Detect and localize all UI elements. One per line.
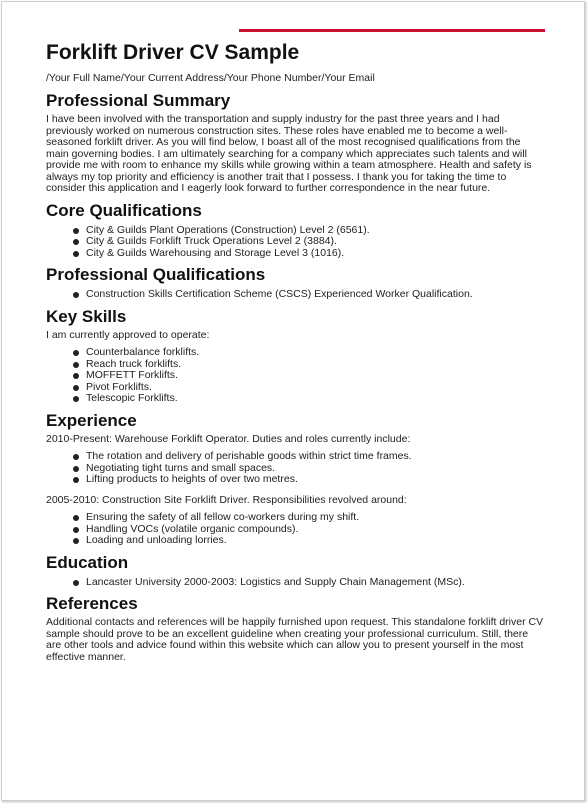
page-title: Forklift Driver CV Sample xyxy=(46,41,300,64)
contact-line: /Your Full Name/Your Current Address/Your Phone Number/Your Email xyxy=(46,72,375,84)
professional-qualifications-list xyxy=(46,289,546,301)
key-skills-intro: I am currently approved to operate: xyxy=(46,328,210,341)
core-qualifications-list xyxy=(46,225,546,260)
references-section xyxy=(46,593,546,663)
core-qualifications-section xyxy=(46,200,546,260)
summary-heading: Professional Summary xyxy=(46,91,231,110)
list-item: Lifting products to heights of over two metres. xyxy=(46,474,546,486)
job-duties-list xyxy=(46,512,546,547)
list-item: Negotiating tight turns and small spaces. xyxy=(46,463,546,475)
key-skills-heading: Key Skills xyxy=(46,306,127,326)
list-item: The rotation and delivery of perishable goods within strict time frames. xyxy=(46,451,546,463)
list-item: Handling VOCs (volatile organic compounds). xyxy=(46,524,546,536)
cv-content xyxy=(46,39,546,663)
education-list xyxy=(46,577,546,589)
job-intro: 2010-Present: Warehouse Forklift Operator. Duties and roles currently include: xyxy=(46,432,411,445)
list-item: City & Guilds Plant Operations (Construction) Level 2 (6561). xyxy=(46,225,546,237)
cv-page xyxy=(1,1,585,801)
list-item: Counterbalance forklifts. xyxy=(46,347,546,359)
professional-qualifications-section xyxy=(46,264,546,301)
list-item: Reach truck forklifts. xyxy=(46,359,546,371)
list-item: Telescopic Forklifts. xyxy=(46,393,546,405)
references-heading: References xyxy=(46,594,138,613)
title-accent-bar xyxy=(239,29,545,32)
references-text: Additional contacts and references will be happily furnished upon request. This standalone forklift driver CV sample should prove to be an excellent guideline when creating your professional curriculum. Still, there are other tools and advice found within this website which can allow you to present yourself in the most effective manner. xyxy=(46,616,544,663)
list-item: Loading and unloading lorries. xyxy=(46,535,546,547)
professional-qualifications-heading: Professional Qualifications xyxy=(46,265,266,284)
list-item: MOFFETT Forklifts. xyxy=(46,370,546,382)
list-item: Construction Skills Certification Scheme (CSCS) Experienced Worker Qualification. xyxy=(46,289,546,301)
list-item: City & Guilds Warehousing and Storage Level 3 (1016). xyxy=(46,248,546,260)
summary-section xyxy=(46,90,546,195)
list-item: Lancaster University 2000-2003: Logistics and Supply Chain Management (MSc). xyxy=(46,577,546,589)
summary-text: I have been involved with the transportation and supply industry for the past three years and I had previously worked on numerous construction sites. These roles have enabled me to become a well-seasoned forklift driver. As you will find below, I boast all of the most recognised qualifications from the main governing bodies. I am ultimately searching for a company which appreciates such talents and will provide me with room to enhance my skills while growing within a team atmosphere. Health and safety is always my top priority and efficiency is another trait that I possess. I thank you for taking the time to consider this application and I eagerly look forward to further correspondence in the near future. xyxy=(46,113,532,194)
education-section xyxy=(46,552,546,589)
list-item: Ensuring the safety of all fellow co-workers during my shift. xyxy=(46,512,546,524)
education-heading: Education xyxy=(46,552,129,572)
core-qualifications-heading: Core Qualifications xyxy=(46,200,202,220)
experience-heading: Experience xyxy=(46,410,137,430)
experience-section xyxy=(46,410,546,547)
key-skills-section xyxy=(46,306,546,405)
list-item: City & Guilds Forklift Truck Operations Level 2 (3884). xyxy=(46,236,546,248)
list-item: Pivot Forklifts. xyxy=(46,382,546,394)
job-intro: 2005-2010: Construction Site Forklift Driver. Responsibilities revolved around: xyxy=(46,493,407,506)
key-skills-list xyxy=(46,347,546,405)
job-duties-list xyxy=(46,451,546,486)
